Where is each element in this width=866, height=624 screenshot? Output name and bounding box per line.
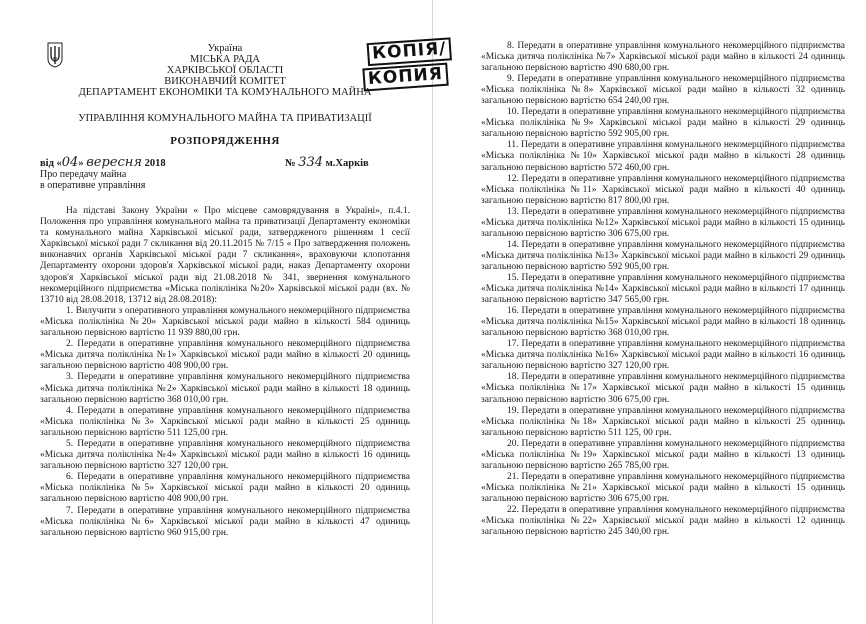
order-item: 10. Передати в оперативне управління комунального некомерційного підприємства «Міська поліклініка №9» Харківської міської ради майно в кількості 29 одиниць загальною первісною вартістю 592 905,00 грн. (481, 107, 845, 140)
header-region: ХАРКІВСЬКОЇ ОБЛАСТІ (166, 65, 284, 76)
document-number: 334 (298, 155, 324, 170)
order-item: 6. Передати в оперативне управління комунального некомерційного підприємства «Міська поліклініка №5» Харківської міської ради майно в кількості 20 одиниць загальною первісною вартістю 408 900,00 грн. (40, 472, 410, 505)
order-item: 21. Передати в оперативне управління комунального некомерційного підприємства «Міська поліклініка №21» Харківської міської ради майно в кількості 15 одиниць загальною первісною вартістю 306 675,00 грн. (481, 471, 845, 504)
subject-block (40, 169, 145, 191)
copy-stamp (367, 37, 460, 90)
order-item: 17. Передати в оперативне управління комунального некомерційного підприємства «Міська дитяча поліклініка №16» Харківської міської ради майно в кількості 16 одиниць загальною первісною вартістю 327 120,00 грн. (481, 339, 845, 372)
order-item: 9. Передати в оперативне управління комунального некомерційного підприємства «Міська поліклініка №8» Харківської міської ради майно в кількості 32 одиниць загальною первісною вартістю 654 240,00 грн. (481, 74, 845, 107)
stamp-line: КОПІЯ/ (367, 37, 453, 66)
order-item: 13. Передати в оперативне управління комунального некомерційного підприємства «Міська дитяча поліклініка №12» Харківської міської ради майно в кількості 15 одиниць загальною первісною вартістю 306 675,00 грн. (481, 206, 845, 239)
order-item: 1. Вилучити з оперативного управління комунального некомерційного підприємства «Міська поліклініка №20» Харківської міської ради майно в кількості 584 одиниць загальною первісною вартістю 11 939 880,00 грн. (40, 305, 410, 339)
header-country: Україна (207, 43, 243, 54)
body-text-left (40, 206, 410, 539)
date-year: 2018 (144, 158, 166, 169)
order-item: 14. Передати в оперативне управління комунального некомерційного підприємства «Міська дитяча поліклініка №13» Харківської міської ради майно в кількості 29 одиниць загальною первісною вартістю 592 905,00 грн. (481, 239, 845, 272)
date-month: вересня (86, 155, 142, 170)
date-number-line (40, 155, 410, 169)
date-mid: » (78, 158, 84, 169)
order-item: 19. Передати в оперативне управління комунального некомерційного підприємства «Міська поліклініка №18» Харківської міської ради майно в кількості 25 одиниць загальною первісною вартістю 511 125, 00 грн. (481, 405, 845, 438)
order-item: 11. Передати в оперативне управління комунального некомерційного підприємства «Міська поліклініка №10» Харківської міської ради майно в кількості 28 одиниць загальною первісною вартістю 572 460,00 грн. (481, 140, 845, 173)
header-management: УПРАВЛІННЯ КОМУНАЛЬНОГО МАЙНА ТА ПРИВАТИЗАЦІЇ (78, 113, 372, 124)
order-item: 16. Передати в оперативне управління комунального некомерційного підприємства «Міська дитяча поліклініка №15» Харківської міської ради майно в кількості 18 одиниць загальною первісною вартістю 368 010,00 грн. (481, 306, 845, 339)
number-sign: № (285, 158, 296, 169)
order-item: 22. Передати в оперативне управління комунального некомерційного підприємства «Міська поліклініка №22» Харківської міської ради майно в кількості 12 одиниць загальною первісною вартістю 245 340,00 грн. (481, 504, 845, 538)
order-item: 7. Передати в оперативне управління комунального некомерційного підприємства «Міська поліклініка №6» Харківської міської ради майно в кількості 47 одиниць загальною первісною вартістю 960 915,00 грн. (40, 505, 410, 538)
header-council: МІСЬКА РАДА (190, 54, 260, 65)
order-item: 18. Передати в оперативне управління комунального некомерційного підприємства «Міська поліклініка №17» Харківської міської ради майно в кількості 15 одиниць загальною первісною вартістю 306 675,00 грн. (481, 372, 845, 405)
order-item: 4. Передати в оперативне управління комунального некомерційного підприємства «Міська поліклініка №3» Харківської міської ради майно в кількості 25 одиниць загальною первісною вартістю 511 125,00 грн. (40, 405, 410, 438)
order-item: 12. Передати в оперативне управління комунального некомерційного підприємства «Міська поліклініка №11» Харківської міської ради майно в кількості 40 одиниць загальною первісною вартістю 817 800,00 грн. (481, 173, 845, 206)
basis-paragraph: На підставі Закону України « Про місцеве самоврядування в Україні», п.4.1. Положення про управління комунального майна та приватизації Департаменту економіки та комунального майна Харківської міської ради, затвердженого рішенням 1 сесії Харківської міської ради 7 скликання від 20.11.2015 № 7/15 « Про затвердження положень виконавчих органів Харківської міської ради 7 скликання», враховуючи клопотання Департаменту охорони здоров'я Харківської міської ради, наказ Департаменту охорони здоров'я Харківської міської ради від 21.08.2018 № 341, звернення комунального некомерційного підприємства «Міська поліклініка №20» Харківської міської ради (вх. № 13710 від 28.08.2018, 13712 від 28.08.2018): (40, 206, 410, 305)
stamp-line: КОПИЯ (362, 63, 448, 92)
body-text-right (481, 41, 845, 538)
subject-line: в оперативне управління (40, 180, 146, 191)
order-item: 5. Передати в оперативне управління комунального некомерційного підприємства «Міська дитяча поліклініка №4» Харківської міської ради майно в кількості 16 одиниць загальною первісною вартістю 327 120,00 грн. (40, 438, 410, 472)
order-item: 20. Передати в оперативне управління комунального некомерційного підприємства «Міська поліклініка №19» Харківської міської ради майно в кількості 13 одиниць загальною первісною вартістю 265 785,00 грн. (481, 438, 845, 471)
date-prefix: від « (40, 158, 62, 169)
city: м.Харків (325, 158, 369, 169)
order-item: 3. Передати в оперативне управління комунального некомерційного підприємства «Міська дитяча поліклініка №2» Харківської міської ради майно в кількості 18 одиниць загальною первісною вартістю 368 010,00 грн. (40, 372, 410, 405)
order-item: 15. Передати в оперативне управління комунального некомерційного підприємства «Міська дитяча поліклініка №14» Харківської міської ради майно в кількості 17 одиниць загальною первісною вартістю 347 565,00 грн. (481, 272, 845, 306)
date-field (40, 155, 166, 170)
order-item: 8. Передати в оперативне управління комунального некомерційного підприємства «Міська дитяча поліклініка №7» Харківської міської ради майно в кількості 24 одиниць загальною первісною вартістю 490 680,00 грн. (481, 41, 845, 74)
document-title: РОЗПОРЯДЖЕННЯ (170, 135, 280, 147)
header-department: ДЕПАРТАМЕНТ ЕКОНОМІКИ ТА КОМУНАЛЬНОГО МАЙНА (78, 87, 372, 98)
number-field (285, 155, 369, 170)
header-executive-committee: ВИКОНАВЧИЙ КОМІТЕТ (164, 76, 286, 87)
document-page-right (433, 0, 866, 624)
order-item: 2. Передати в оперативне управління комунального некомерційного підприємства «Міська дитяча поліклініка №1» Харківської міської ради майно в кількості 20 одиниць загальною первісною вартістю 408 900,00 грн. (40, 339, 410, 372)
date-day: 04 (61, 155, 79, 170)
subject-line: Про передачу майна (40, 169, 127, 180)
